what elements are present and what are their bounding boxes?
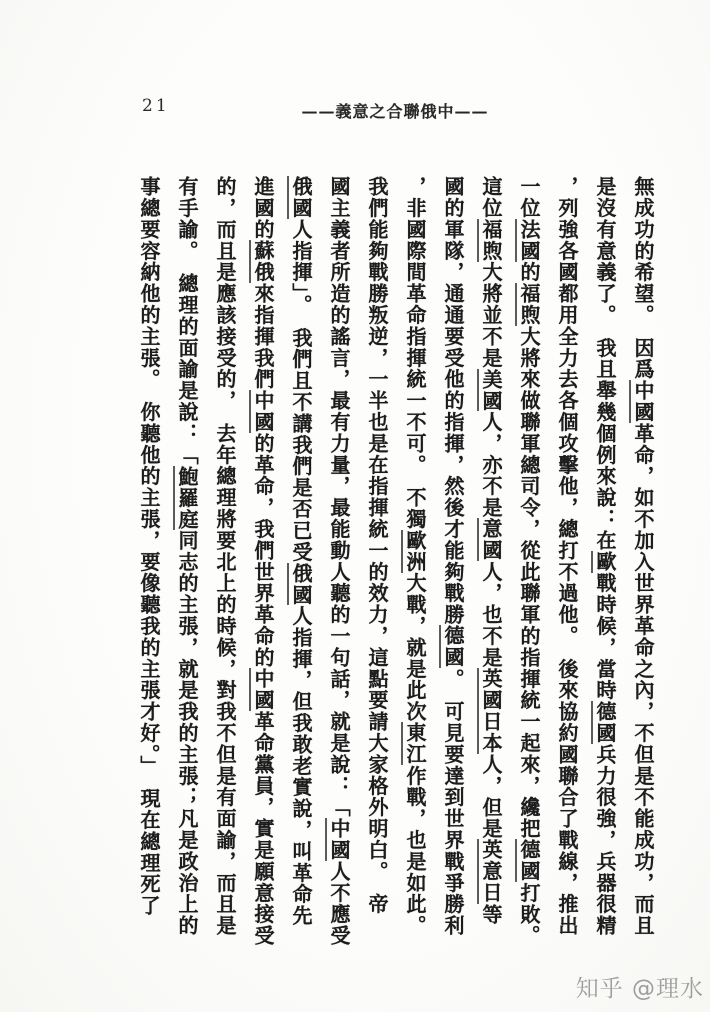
proper-noun-mark: 美國 [479,368,503,412]
proper-noun-mark: 俄國 [289,562,313,606]
watermark: 知乎 @理水 [575,976,704,1002]
proper-noun-mark: 歐 [593,551,617,573]
proper-noun-mark: 德國 [441,625,465,669]
proper-noun-mark: 英意日 [479,839,503,904]
text-column: 有手諭。 總理的面諭是說：「鮑羅庭同志的主張，就是我的主張；凡是政治上的 [175,176,199,937]
proper-noun-mark: 意國 [479,518,503,562]
text-body [121,176,653,954]
proper-noun-mark: 日本 [479,711,503,754]
proper-noun-mark: 蘇俄 [251,240,275,284]
proper-noun-mark: 中國 [631,380,655,423]
proper-noun-mark: 鮑羅庭 [175,465,199,530]
proper-noun-mark: 德國 [593,701,617,744]
proper-noun-mark: 俄國 [289,176,313,219]
proper-noun-mark: 法國 [517,218,541,262]
running-head: ——義意之合聯俄中—— [301,102,489,121]
text-column: ，非國際間革命指揮統一不可。 不獨歐洲大戰，就是此次東江作戰，也是如此。 [403,176,427,937]
proper-noun-mark: 英國 [479,668,503,712]
text-column: 這位福煦大將並不是美國人，亦不是意國人，也不是英國日本人，但是英意日等 [479,176,503,926]
proper-noun-mark: 福煦 [517,283,541,326]
proper-noun-mark: 中國 [251,668,275,712]
proper-noun-mark: 東江 [403,722,427,766]
proper-noun-mark: 福煦 [479,218,503,262]
proper-noun-mark: 歐洲 [403,529,427,573]
text-column: 的，而且是應該接受的， 去年總理將要北上的時候，對我不但是有面諭，而且是 [213,176,237,937]
text-column: 國的軍隊，通通要受他的指揮，然後才能夠戰勝德國。 可見要達到世界戰爭勝利 [441,176,465,937]
text-column: 無成功的希望。 因爲中國革命，如不加入世界革命之內，不但是不能成功，而且 [631,176,655,937]
page-number: 21 [142,96,170,116]
text-column: ，列強各國都用全力去各個攻擊他，總打不過他。 後來協約國聯合了戰線，推出 [555,176,579,937]
proper-noun-mark: 中國 [251,390,275,433]
text-column: 進國的蘇俄來指揮我們中國的革命，我們世界革命的中國革命黨員，實是願意接受 [251,176,275,947]
text-column: 一位法國的福煦大將來做聯軍總司令，從此聯軍的指揮統一起來，纔把德國打敗。 [517,176,541,947]
text-column: 國主義者所造的謠言，最有力量，最能動人聽的一句話，就是說：「中國人不應受 [327,176,351,947]
text-column: 是沒有意義了。 我且舉幾個例來說：在歐戰時候，當時德國兵力很強，兵器很精 [593,176,617,937]
text-column: 俄國人指揮」。 我們且不講我們是否已受俄國人指揮，但我敢老實說，叫革命先 [289,176,313,927]
proper-noun-mark: 中國 [327,818,351,861]
text-column: 我們能夠戰勝叛逆，一半也是在指揮統一的效力，這點要請大家格外明白。 帝 [365,176,389,915]
proper-noun-mark: 德國 [517,839,541,883]
text-column: 事總要容納他的主張。 你聽他的主張，要像聽我的主張才好。」 現在總理死了 [137,176,161,917]
